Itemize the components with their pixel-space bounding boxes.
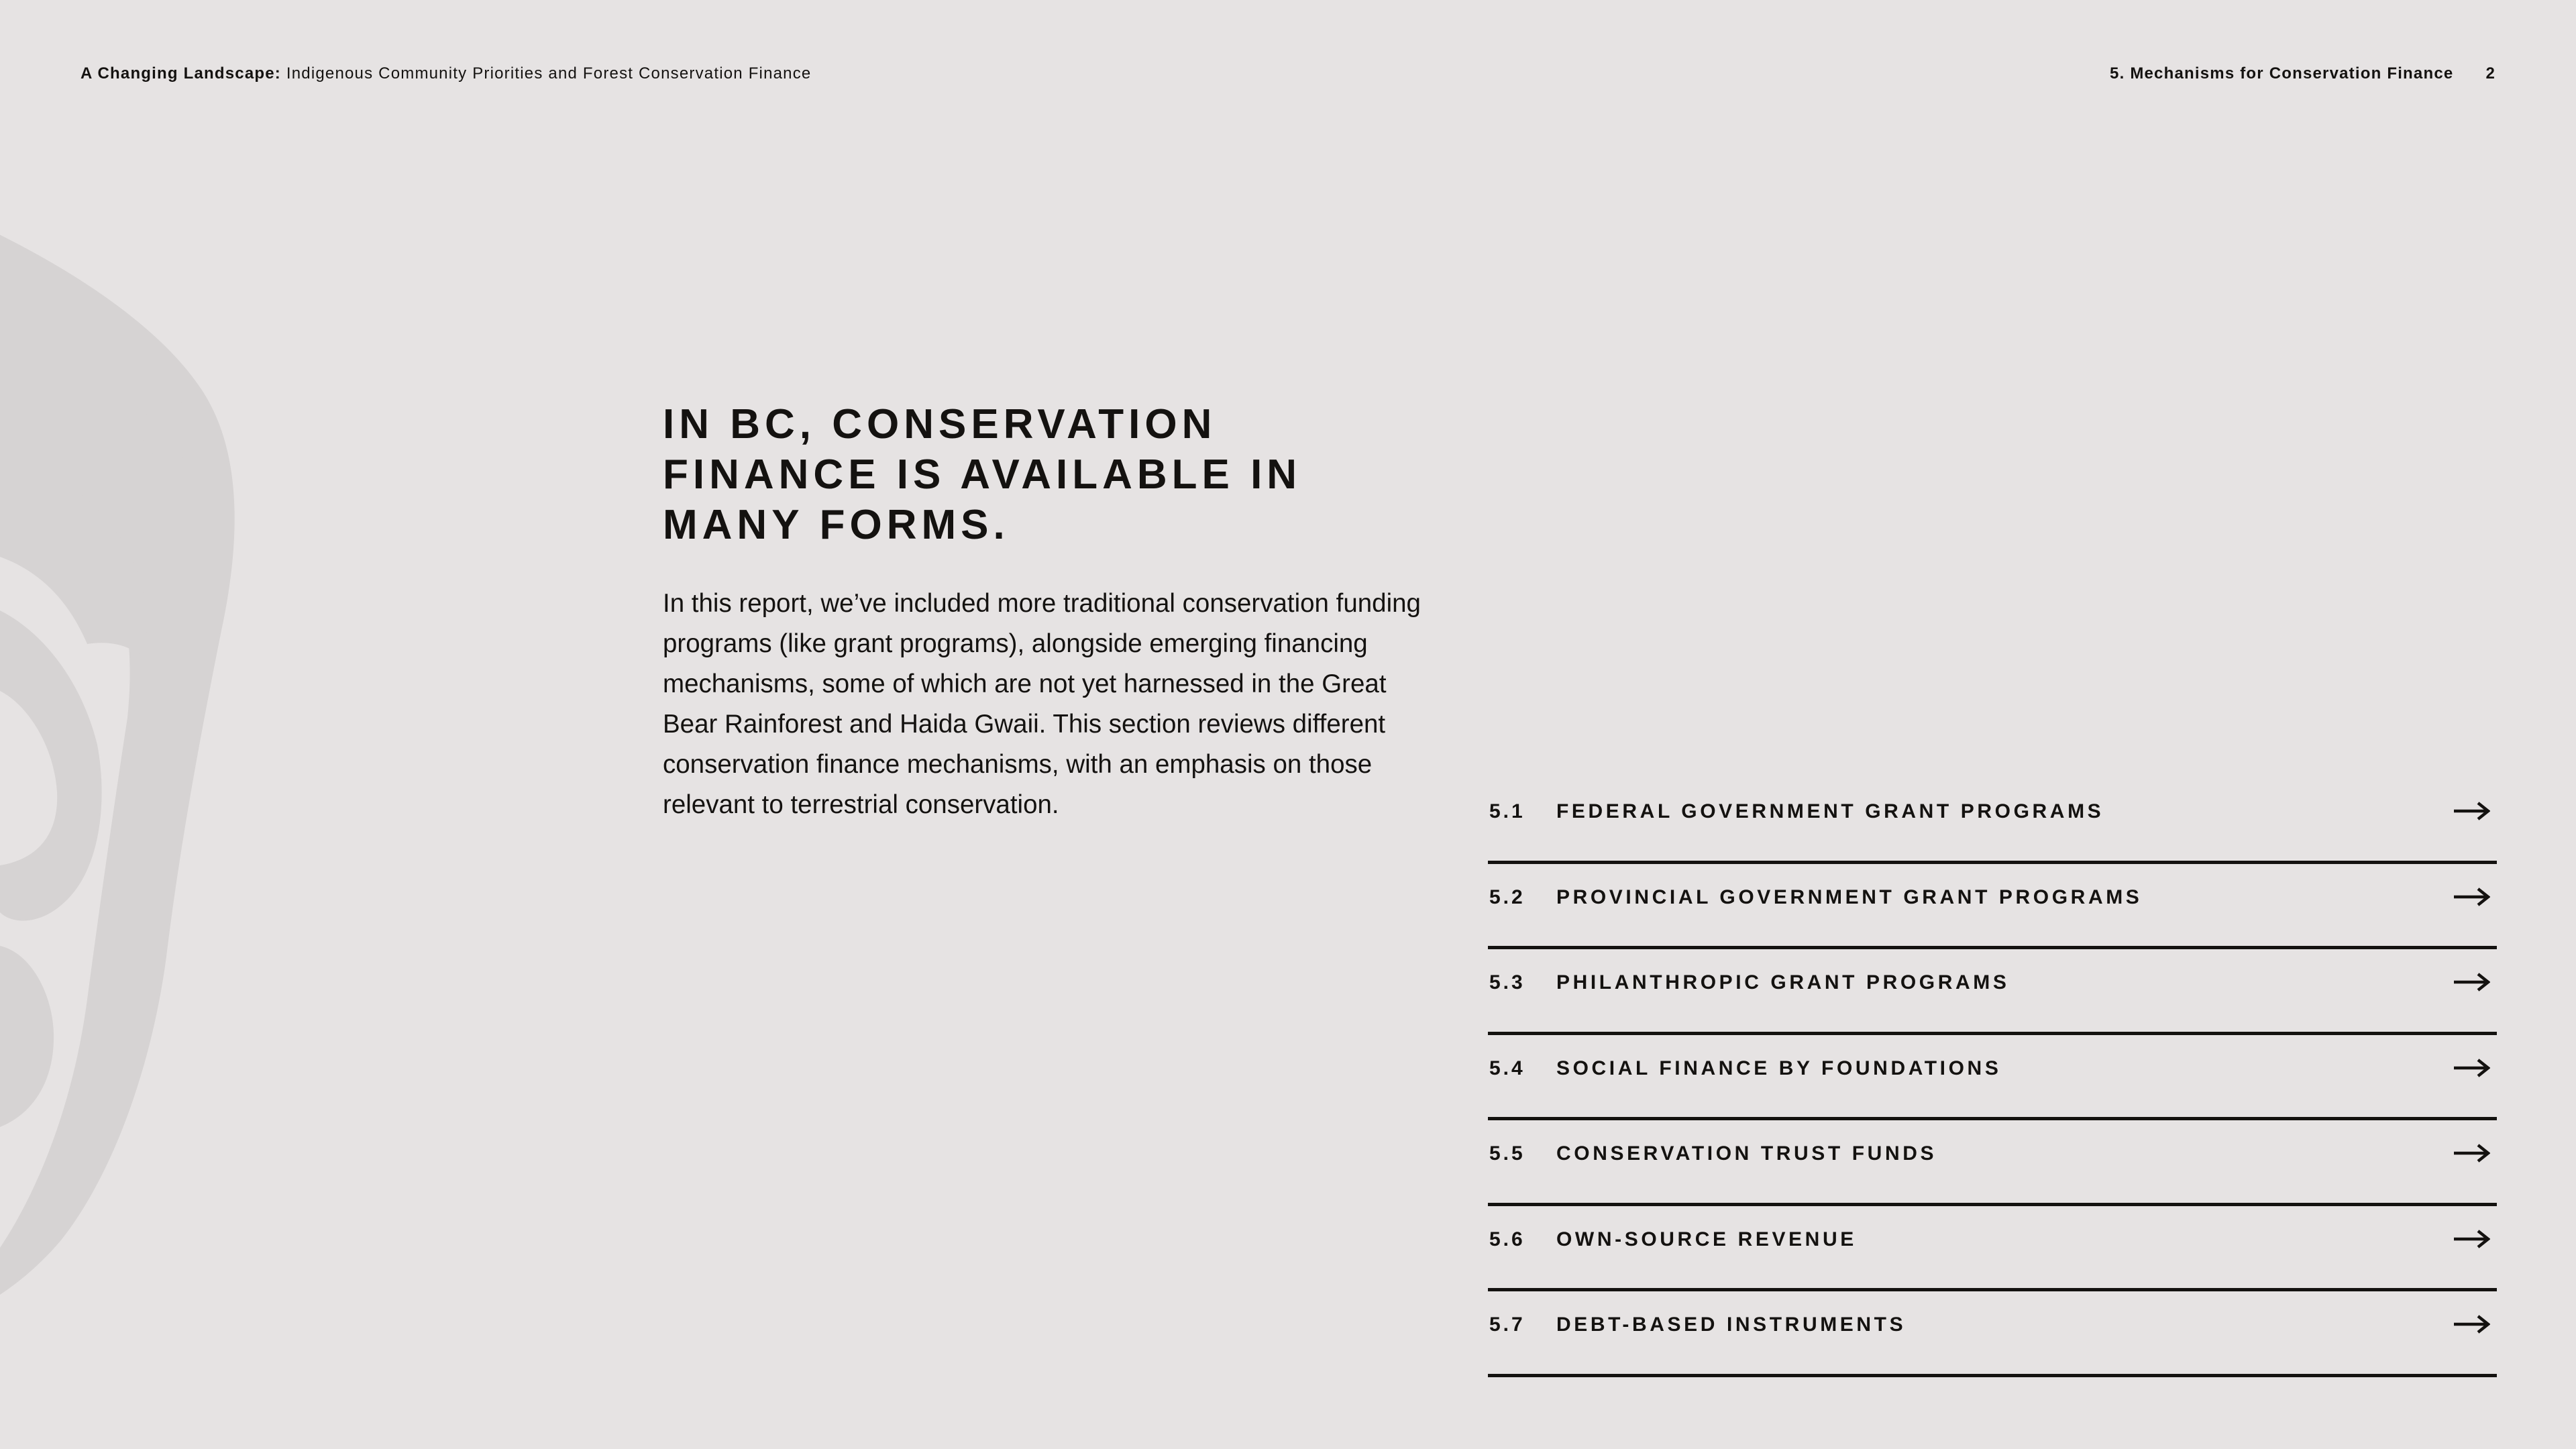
section-navigation-list (1488, 778, 2497, 1377)
section-link-5-2[interactable] (1488, 864, 2497, 950)
section-label: DEBT-BASED INSTRUMENTS (1556, 1313, 1907, 1336)
formline-negative-lower (0, 1130, 11, 1228)
arrow-right-icon (2453, 887, 2490, 907)
section-label: PHILANTHROPIC GRANT PROGRAMS (1556, 971, 2010, 994)
section-label: OWN-SOURCE REVENUE (1556, 1228, 1857, 1250)
section-number: 5.6 (1489, 1228, 1525, 1250)
arrow-right-icon (2453, 1314, 2490, 1334)
arrow-right-icon (2453, 1229, 2490, 1249)
decorative-formline-motif (0, 221, 255, 1308)
section-label: CONSERVATION TRUST FUNDS (1556, 1142, 1937, 1165)
section-label: PROVINCIAL GOVERNMENT GRANT PROGRAMS (1556, 885, 2143, 908)
section-link-5-4[interactable] (1488, 1035, 2497, 1121)
section-indicator (2110, 64, 2496, 83)
section-label: FEDERAL GOVERNMENT GRANT PROGRAMS (1556, 800, 2104, 822)
section-label: SOCIAL FINANCE BY FOUNDATIONS (1556, 1057, 2002, 1079)
section-link-5-1[interactable] (1488, 778, 2497, 864)
document-title-bold: A Changing Landscape: (80, 64, 281, 83)
formline-lobe-lower (0, 946, 54, 1127)
section-number: 5.2 (1489, 885, 1525, 908)
section-number: 5.4 (1489, 1057, 1525, 1079)
formline-eye (142, 401, 201, 460)
section-number: 5.5 (1489, 1142, 1525, 1165)
section-number: 5.7 (1489, 1313, 1525, 1336)
document-subtitle: Indigenous Community Priorities and Forest Conservation Finance (281, 64, 812, 83)
current-section-title: 5. Mechanisms for Conservation Finance (2110, 64, 2454, 83)
intro-paragraph: In this report, we’ve included more traditional conservation funding programs (like grant programs), alongside emerging financing mechanisms, some of which are not yet harnessed in the Great Bear Rainforest and Haida Gwaii. This section reviews different conservation finance mechanisms, with an emphasis on those relevant to terrestrial conservation. (663, 589, 1421, 819)
section-link-5-3[interactable] (1488, 949, 2497, 1035)
section-number: 5.3 (1489, 971, 1525, 994)
section-number: 5.1 (1489, 800, 1525, 822)
section-link-5-6[interactable] (1488, 1206, 2497, 1292)
arrow-right-icon (2453, 1058, 2490, 1078)
arrow-right-icon (2453, 801, 2490, 821)
arrow-right-icon (2453, 1143, 2490, 1163)
page-number: 2 (2485, 64, 2496, 83)
section-link-5-7[interactable] (1488, 1291, 2497, 1377)
section-link-5-5[interactable] (1488, 1120, 2497, 1206)
document-title (80, 64, 811, 83)
arrow-right-icon (2453, 972, 2490, 992)
page-heading: IN BC, CONSERVATION FINANCE IS AVAILABLE IN MANY FORMS. (663, 401, 1302, 548)
